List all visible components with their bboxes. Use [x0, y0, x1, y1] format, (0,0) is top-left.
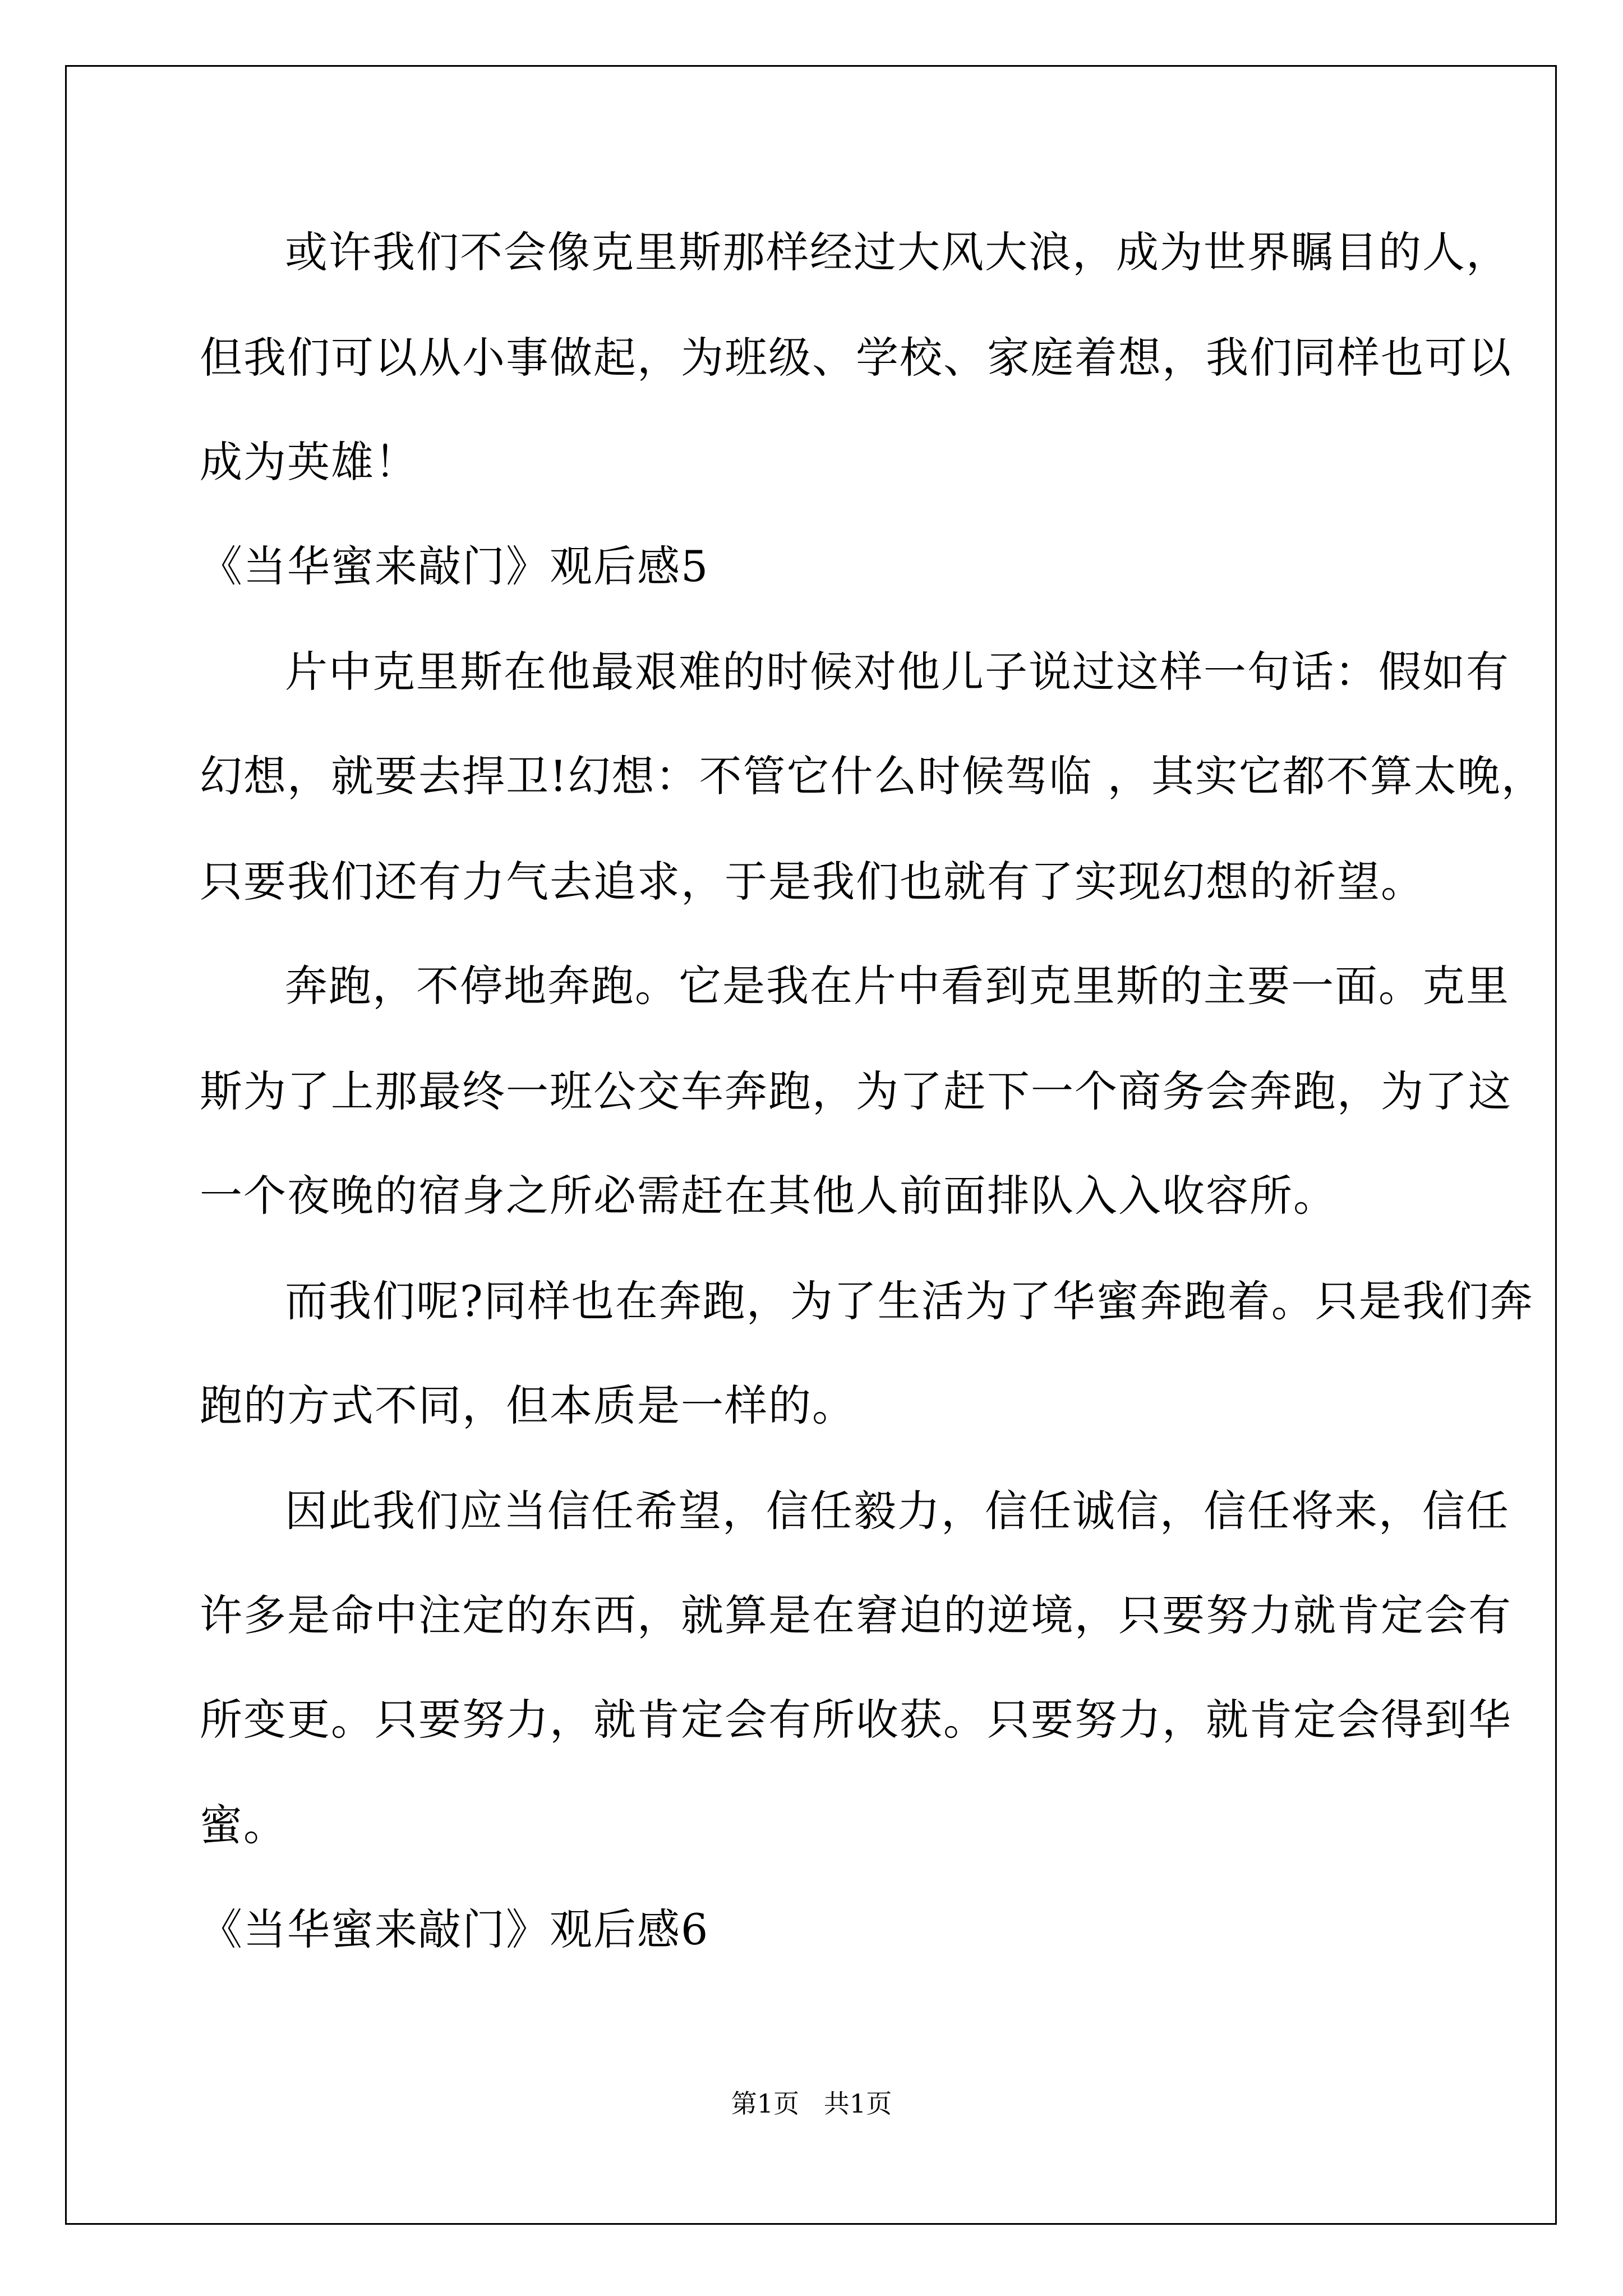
paragraph-line: 奔跑，不停地奔跑。它是我在片中看到克里斯的主要一面。克里 — [285, 961, 1510, 1011]
paragraph-line: 只要我们还有力气去追求，于是我们也就有了实现幻想的祈望。 — [200, 857, 1424, 907]
paragraph-line: 因此我们应当信任希望，信任毅力，信任诚信，信任将来，信任 — [285, 1486, 1510, 1536]
paragraph-line: 蜜。 — [200, 1800, 287, 1850]
section-heading: 《当华蜜来敲门》观后感6 — [200, 1904, 709, 1954]
page-border — [65, 65, 1557, 2225]
paragraph-line: 跑的方式不同，但本质是一样的。 — [200, 1381, 856, 1430]
section-heading: 《当华蜜来敲门》观后感5 — [200, 541, 709, 591]
paragraph-line: 片中克里斯在他最艰难的时候对他儿子说过这样一句话：假如有 — [285, 647, 1510, 697]
paragraph-line: 而我们呢?同样也在奔跑，为了生活为了华蜜奔跑着。只是我们奔 — [285, 1276, 1534, 1326]
paragraph-line: 但我们可以从小事做起，为班级、学校、家庭着想，我们同样也可以 — [200, 333, 1512, 383]
paragraph-line: 幻想，就要去捍卫!幻想：不管它什么时候驾临 ，其实它都不算太晚， — [200, 751, 1545, 801]
paragraph-line: 所变更。只要努力，就肯定会有所收获。只要努力，就肯定会得到华 — [200, 1695, 1512, 1745]
paragraph-line: 一个夜晚的宿身之所必需赶在其他人前面排队入入收容所。 — [200, 1171, 1337, 1221]
page-footer: 第1页 共1页 — [731, 2088, 892, 2119]
paragraph-line: 或许我们不会像克里斯那样经过大风大浪，成为世界瞩目的人， — [285, 227, 1510, 277]
paragraph-line: 成为英雄！ — [200, 437, 418, 487]
paragraph-line: 斯为了上那最终一班公交车奔跑，为了赶下一个商务会奔跑，为了这 — [200, 1066, 1512, 1116]
paragraph-line: 许多是命中注定的东西，就算是在窘迫的逆境，只要努力就肯定会有 — [200, 1590, 1512, 1640]
